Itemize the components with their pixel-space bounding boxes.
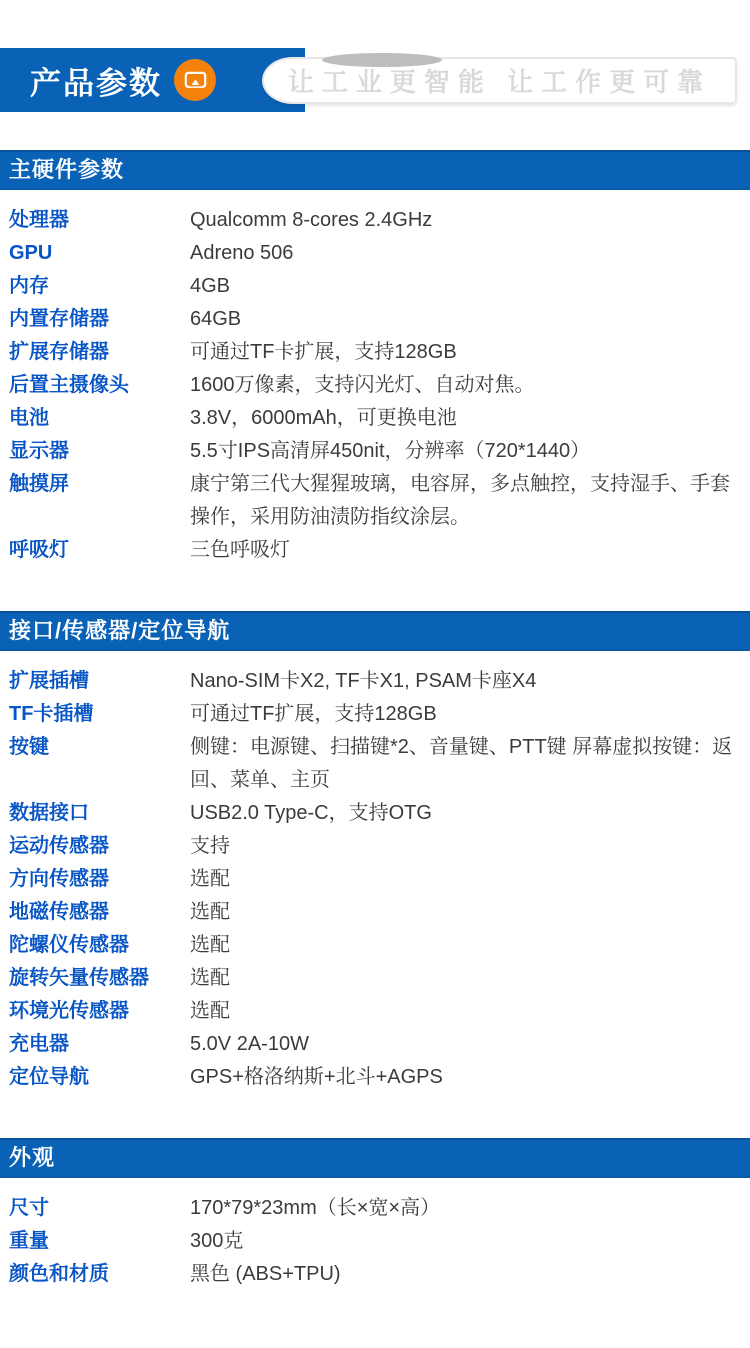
spec-value: USB2.0 Type-C，支持OTG (190, 802, 432, 824)
screen-cast-icon (174, 59, 216, 101)
spec-row (0, 665, 750, 698)
section-header: 主硬件参数 (0, 150, 750, 190)
spec-row (0, 929, 750, 962)
spec-label: 按键 (9, 736, 49, 758)
spec-label: 尺寸 (9, 1197, 49, 1219)
spec-label: 后置主摄像头 (9, 374, 129, 396)
spec-label: 电池 (9, 407, 49, 429)
spec-label: 呼吸灯 (9, 539, 69, 561)
spec-label: 触摸屏 (9, 473, 69, 495)
banner-ribbon (0, 48, 305, 112)
section-header: 外观 (0, 1138, 750, 1178)
spec-value: 选配 (190, 901, 230, 923)
spec-label: 旋转矢量传感器 (9, 967, 149, 989)
spec-label: 重量 (9, 1230, 49, 1252)
spec-label: 定位导航 (9, 1066, 89, 1088)
spec-value: 可通过TF扩展，支持128GB (190, 703, 437, 725)
spec-section-1 (0, 611, 750, 1138)
product-spec-page (0, 48, 750, 1348)
spec-value: 300克 (190, 1230, 244, 1252)
spec-value: 170*79*23mm（长×宽×高） (190, 1197, 441, 1219)
spec-label: 内存 (9, 275, 49, 297)
spec-label: 陀螺仪传感器 (9, 934, 129, 956)
spec-section-2 (0, 1138, 750, 1335)
spec-row (0, 698, 750, 731)
spec-row (0, 731, 750, 797)
spec-row (0, 1061, 750, 1094)
spec-label: 颜色和材质 (9, 1263, 109, 1285)
spec-label: 显示器 (9, 440, 69, 462)
spec-row (0, 863, 750, 896)
spec-row (0, 534, 750, 567)
spec-row (0, 336, 750, 369)
spec-row (0, 1225, 750, 1258)
spec-label: 环境光传感器 (9, 1000, 129, 1022)
spec-section-0 (0, 150, 750, 611)
spec-row (0, 270, 750, 303)
section-header: 接口/传感器/定位导航 (0, 611, 750, 651)
spec-row (0, 402, 750, 435)
spec-label: 扩展插槽 (9, 670, 89, 692)
spec-value: 5.0V 2A-10W (190, 1033, 309, 1055)
spec-value: 4GB (190, 275, 231, 297)
spec-label: 内置存储器 (9, 308, 109, 330)
spec-row (0, 995, 750, 1028)
spec-row (0, 797, 750, 830)
spec-value: GPS+格洛纳斯+北斗+AGPS (190, 1066, 443, 1088)
banner (0, 48, 750, 112)
slogan-plate (262, 57, 737, 104)
spec-value: 黑色 (ABS+TPU) (190, 1263, 341, 1285)
spec-row (0, 369, 750, 402)
spec-row (0, 1192, 750, 1225)
spec-label: 处理器 (9, 209, 69, 231)
spec-value: Adreno 506 (190, 242, 294, 264)
spec-value: 选配 (190, 934, 230, 956)
spec-label: GPU (9, 242, 53, 264)
spec-row (0, 303, 750, 336)
spec-row (0, 830, 750, 863)
spec-row (0, 204, 750, 237)
spec-row (0, 1258, 750, 1291)
spec-sections (0, 150, 750, 1335)
spec-value: 1600万像素，支持闪光灯、自动对焦。 (190, 374, 535, 396)
spec-value: 选配 (190, 868, 230, 890)
spec-value: 3.8V，6000mAh，可更换电池 (190, 407, 457, 429)
spec-row (0, 468, 750, 534)
spec-value: Nano-SIM卡X2, TF卡X1, PSAM卡座X4 (190, 670, 537, 692)
spec-label: 扩展存储器 (9, 341, 109, 363)
spec-row (0, 1028, 750, 1061)
spec-row (0, 896, 750, 929)
spec-label: 地磁传感器 (9, 901, 109, 923)
spec-label: 充电器 (9, 1033, 69, 1055)
spec-label: TF卡插槽 (9, 703, 94, 725)
spec-label: 数据接口 (9, 802, 89, 824)
spec-value: 选配 (190, 967, 230, 989)
spec-row (0, 237, 750, 270)
section-rows (0, 1178, 750, 1335)
spec-value: 可通过TF卡扩展，支持128GB (190, 341, 457, 363)
spec-value: 选配 (190, 1000, 230, 1022)
spec-row (0, 962, 750, 995)
spec-label: 方向传感器 (9, 868, 109, 890)
spec-value: 64GB (190, 308, 242, 330)
spec-value: 三色呼吸灯 (190, 539, 290, 561)
section-rows (0, 651, 750, 1138)
spec-value: Qualcomm 8-cores 2.4GHz (190, 209, 433, 231)
spec-value: 支持 (190, 835, 230, 857)
section-rows (0, 190, 750, 611)
page-title: 产品参数 (30, 65, 162, 101)
spec-value: 侧键：电源键、扫描键*2、音量键、PTT键 屏幕虚拟按键：返回、菜单、主页 (190, 736, 733, 791)
slogan-text: 让工业更智能 让工作更可靠 (287, 67, 712, 97)
spec-row (0, 435, 750, 468)
spec-label: 运动传感器 (9, 835, 109, 857)
spec-value: 康宁第三代大猩猩玻璃，电容屏，多点触控，支持湿手、手套操作，采用防油渍防指纹涂层。 (190, 473, 730, 528)
spec-value: 5.5寸IPS高清屏450nit，分辨率（720*1440） (190, 440, 591, 462)
